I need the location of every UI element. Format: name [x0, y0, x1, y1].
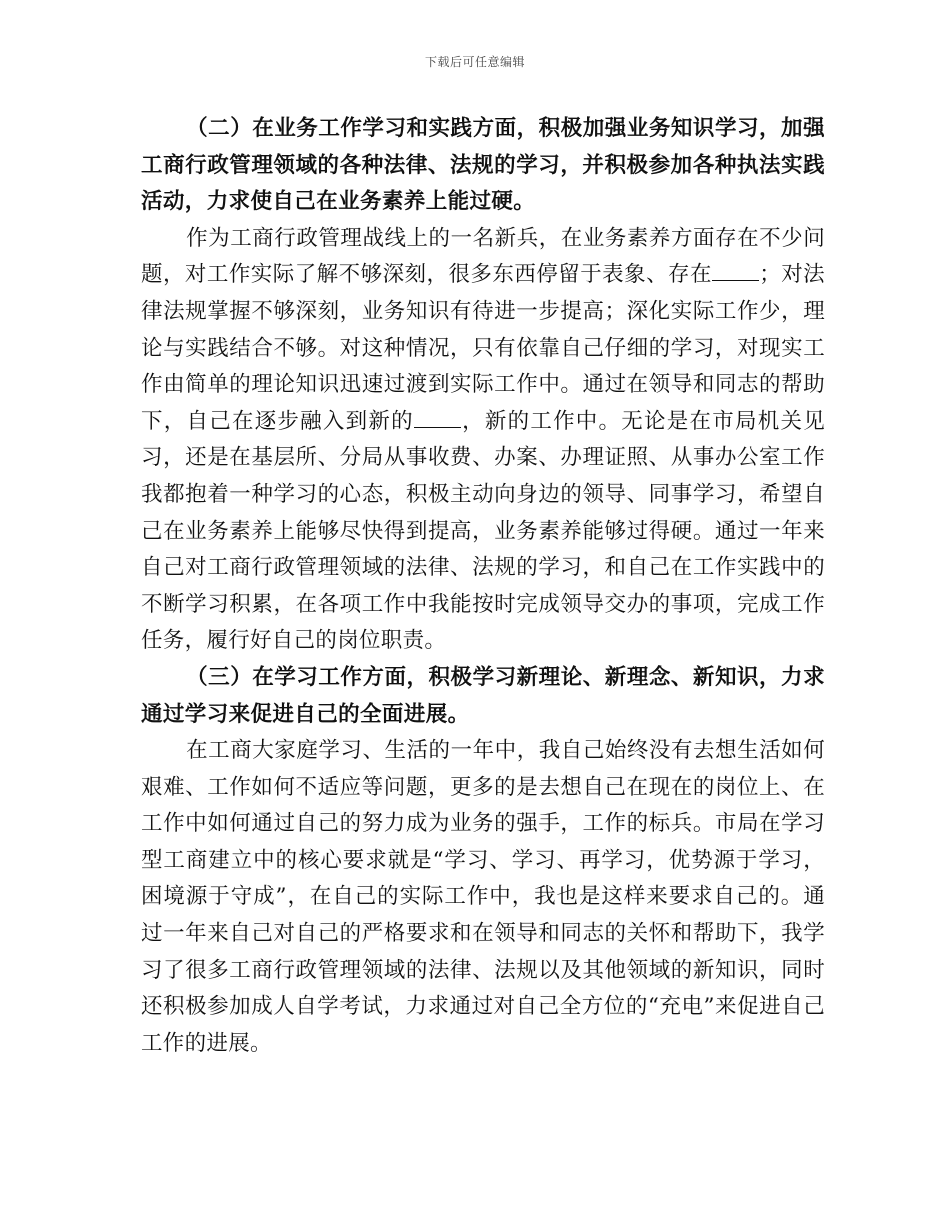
- paragraph-text: 作为工商行政管理战线上的一名新兵，在业务素养方面存在不少问题，对工作实际了解不够深刻，很多东西停留于表象、存在: [141, 225, 825, 288]
- document-body: [141, 111, 825, 1062]
- paragraph-text: ；对法律法规掌握不够深刻，业务知识有待进一步提高；深化实际工作少，理论与实践结合不够。对这种情况，只有依靠自己仔细的学习，对现实工作由简单的理论知识迅速过渡到实际工作中。通过在领导和同志的帮助下，自己在逐步融入到新的: [141, 262, 825, 434]
- body-paragraph-2: 在工商大家庭学习、生活的一年中，我自己始终没有去想生活如何艰难、工作如何不适应等问题，更多的是去想自己在现在的岗位上、在工作中如何通过自己的努力成为业务的强手，工作的标兵。市局在学习型工商建立中的核心要求就是“学习、学习、再学习，优势源于学习，困境源于守成”，在自己的实际工作中，我也是这样来要求自己的。通过一年来自己对自己的严格要求和在领导和同志的关怀和帮助下，我学习了很多工商行政管理领域的法律、法规以及其他领域的新知识，同时还积极参加成人自学考试，力求通过对自己全方位的“充电”来促进自己工作的进展。: [141, 738, 825, 1056]
- section-heading-3: （三）在学习工作方面，积极学习新理论、新理念、新知识，力求通过学习来促进自己的全面进展。: [141, 664, 825, 727]
- paragraph-text: ，新的工作中。无论是在市局机关见习，还是在基层所、分局从事收费、办案、办理证照、从事办公室工作我都抱着一种学习的心态，积极主动向身边的领导、同事学习，希望自己在业务素养上能够尽快得到提高，业务素养能够过得硬。通过一年来自己对工商行政管理领域的法律、法规的学习，和自己在工作实践中的不断学习积累，在各项工作中我能按时完成领导交办的事项，完成工作任务，履行好自己的岗位职责。: [141, 408, 825, 654]
- fill-blank: [712, 261, 759, 281]
- section-heading-2: （二）在业务工作学习和实践方面，积极加强业务知识学习，加强工商行政管理领域的各种法律、法规的学习，并积极参加各种执法实践活动，力求使自己在业务素养上能过硬。: [141, 116, 825, 215]
- body-paragraph-1: [141, 221, 825, 660]
- fill-blank: [414, 407, 461, 427]
- page-header: 下载后可任意编辑: [424, 55, 525, 69]
